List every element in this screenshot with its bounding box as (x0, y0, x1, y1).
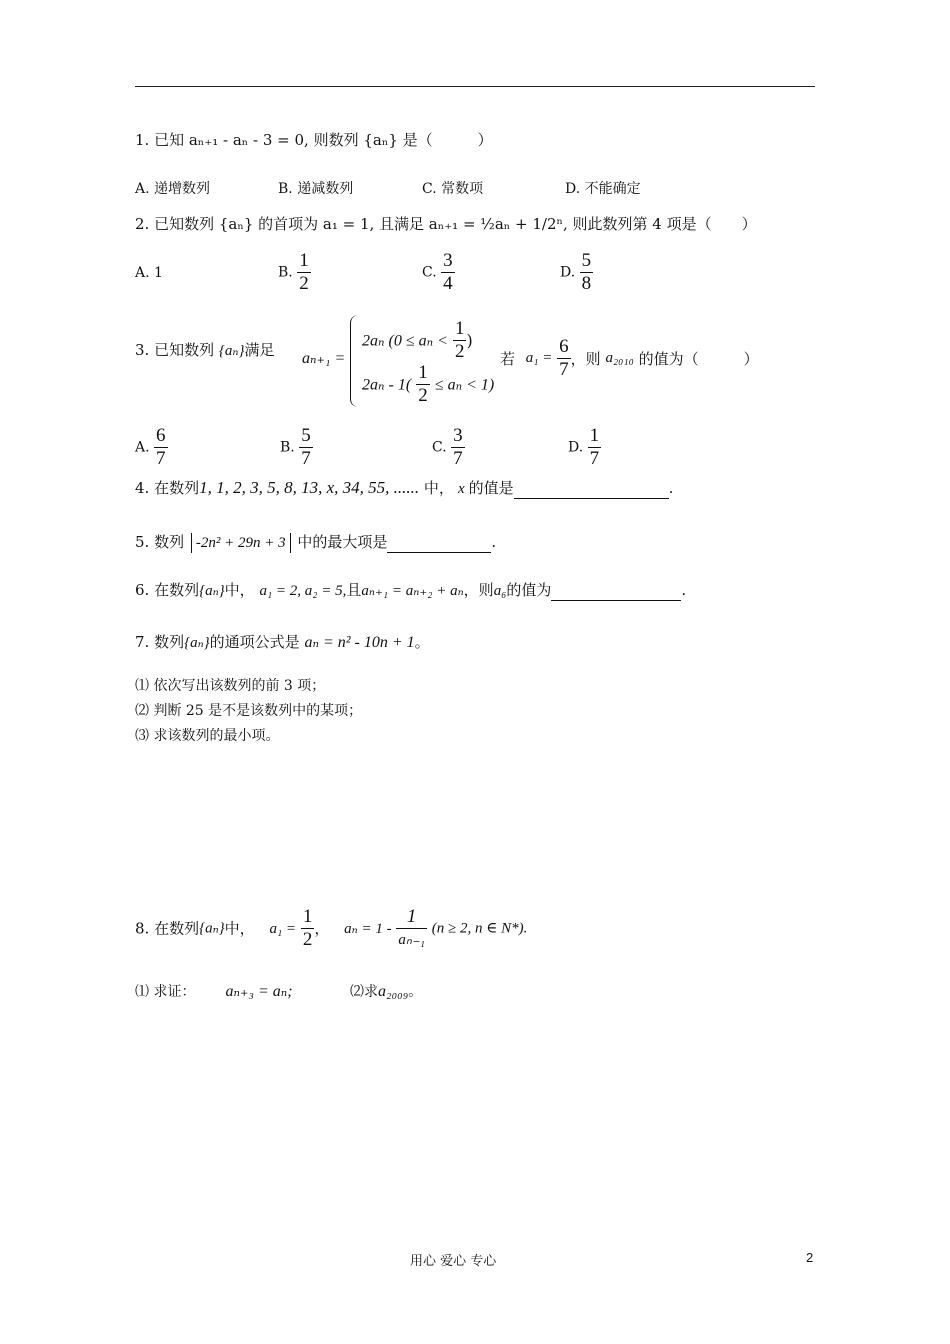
q3-option-a: A. $\frac{6}{7}$ (135, 425, 166, 469)
page-number: 2 (806, 1250, 814, 1265)
q1-stem: 1. 已知 aₙ₊₁ - aₙ - 3 = 0, 则数列 {aₙ} 是（ ） (135, 131, 493, 149)
q3-case2: 2aₙ - 1( $\frac{1}{2}$ ≤ aₙ < 1) (362, 362, 495, 406)
q7-part-1: ⑴ 依次写出该数列的前 3 项； (135, 678, 326, 694)
q8-part-1: ⑴ 求证： aₙ₊₃ = aₙ; (135, 983, 293, 1000)
q2-fraction-b: $\frac{1}{2}$ (299, 250, 309, 294)
q3-half-1: $\frac{1}{2}$ (454, 318, 465, 362)
q2-fraction-d: $\frac{5}{8}$ (581, 250, 592, 294)
footer-slogan: 用心 爱心 专心 (410, 1254, 497, 1269)
q3-case1: 2aₙ (0 ≤ aₙ < $\frac{1}{2}$ ) (362, 318, 473, 362)
q2-option-b: B. $\frac{1}{2}$ (278, 250, 309, 294)
q5-stem: 5. 数列 -2n² + 29n + 3 中的最大项是 . (135, 533, 497, 551)
q3-option-b: B. $\frac{5}{7}$ (280, 425, 311, 469)
q3-lead: 3. 已知数列 {aₙ}满足 (135, 341, 275, 359)
q1-option-c: C. 常数项 (422, 181, 484, 197)
q4-answer-blank[interactable] (514, 482, 669, 499)
q3-half-2: $\frac{1}{2}$ (418, 362, 428, 406)
q7-stem: 7. 数列{aₙ}的通项公式是 aₙ = n² - 10n + 1。 (135, 633, 430, 651)
q8-an-fraction: $\frac{1}{\text{aₙ₋₁}}$ (398, 906, 425, 948)
q3-a1-fraction: $\frac{6}{7}$ (559, 336, 569, 380)
q1-option-b: B. 递减数列 (278, 181, 354, 197)
q2-stem: 2. 已知数列 {aₙ} 的首项为 a₁ = 1, 且满足 aₙ₊₁ = ½aₙ + 1/2ⁿ, 则此数列第 4 项是（ ） (135, 215, 757, 233)
q8-stem: 8. 在数列{aₙ}中， a₁ = $\frac{1}{2}$ ， aₙ = 1 - $\frac{1}{\text{aₙ₋₁}}$ (n ≥ 2, n ∈ N*). (135, 906, 528, 950)
q5-answer-blank[interactable] (387, 536, 491, 553)
q3-condition: 若 a₁ = $\frac{6}{7}$ ，则 a₂₀₁₀ 的值为（ ） (500, 336, 759, 380)
q2-option-d: D. $\frac{5}{8}$ (560, 250, 592, 294)
q8-a1-fraction: $\frac{1}{2}$ (302, 906, 313, 950)
q6-stem: 6. 在数列{aₙ}中， a₁ = 2, a₂ = 5,且aₙ₊₁ = aₙ₊₂ + aₙ，则a₆的值为 . (135, 581, 687, 599)
q6-answer-blank[interactable] (551, 584, 681, 601)
q1-option-d: D. 不能确定 (565, 181, 641, 197)
q3-brace (350, 315, 361, 407)
q4-stem: 4. 在数列1, 1, 2, 3, 5, 8, 13, x, 34, 55, ...... 中， x 的值是 . (135, 478, 674, 497)
q2-option-a: A. 1 (135, 265, 163, 281)
q7-part-2: ⑵ 判断 25 是不是该数列中的某项； (135, 703, 363, 719)
q2-fraction-c: $\frac{3}{4}$ (443, 250, 453, 294)
q3-lhs: aₙ₊₁ = (302, 350, 346, 367)
q3-option-d: D. $\frac{1}{7}$ (568, 425, 600, 469)
header-rule (135, 86, 815, 87)
q7-part-3: ⑶ 求该数列的最小项。 (135, 728, 280, 744)
q2-option-c: C. $\frac{3}{4}$ (422, 250, 453, 294)
q3-option-c: C. $\frac{3}{7}$ (432, 425, 463, 469)
q8-part-2: ⑵求a₂₀₀₉。 (350, 983, 423, 1000)
q1-option-a: A. 递增数列 (135, 181, 211, 197)
